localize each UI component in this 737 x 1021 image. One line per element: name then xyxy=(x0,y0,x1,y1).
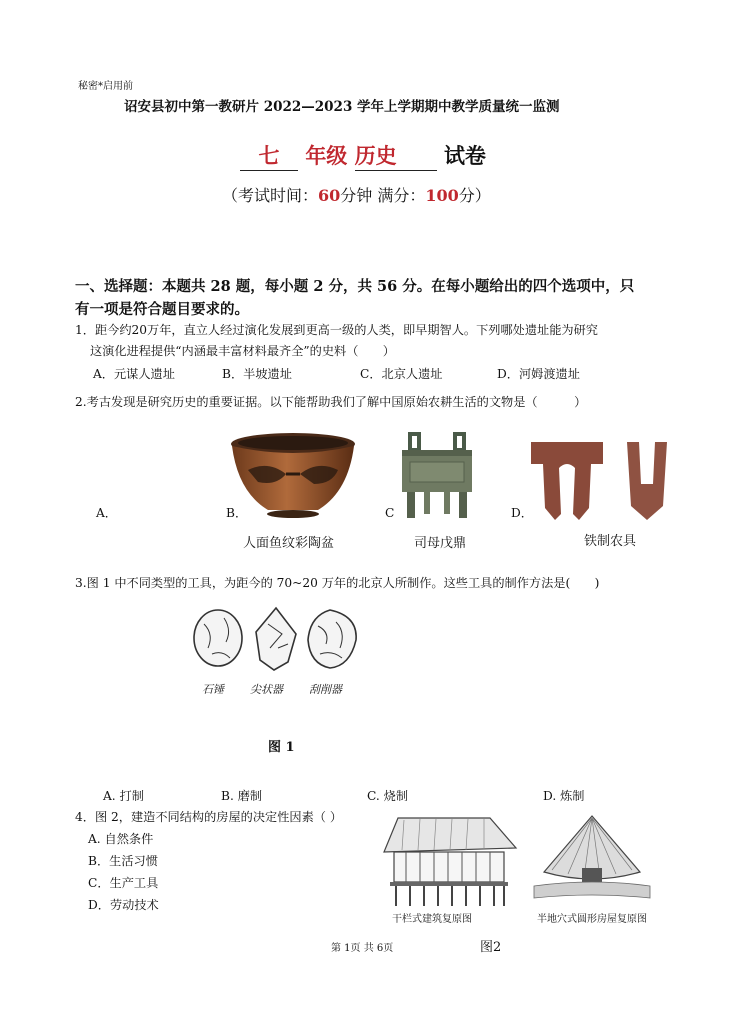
q1-stem-line1: 1．距今约20万年，直立人经过演化发展到更高一级的人类，即早期智人。下列哪处遗址能为研究 xyxy=(75,323,598,337)
bronze-ding-image xyxy=(398,430,476,522)
q1-option-c: C．北京人遗址 xyxy=(360,367,443,381)
q2-label-d: D． xyxy=(511,506,533,520)
q3-option-a: A. 打制 xyxy=(103,789,144,803)
iron-tools-image xyxy=(527,434,687,522)
stilt-house-image xyxy=(380,812,520,908)
q4-caption-stilt: 干栏式建筑复原图 xyxy=(392,914,472,925)
page-number: 第 1页 共 6页 xyxy=(331,943,394,954)
q3-option-b: B. 磨制 xyxy=(221,789,263,803)
figure1-label: 图 1 xyxy=(268,740,295,755)
section-title-line2: 有一项是符合题目要求的。 xyxy=(75,301,249,318)
tool-label-pointed: 尖状器 xyxy=(250,683,283,696)
tool-label-hammer: 石锤 xyxy=(202,683,224,696)
q1-stem-line2: 这演化进程提供“内涵最丰富材料最齐全”的史料（ ） xyxy=(90,344,395,358)
time-unit: 分钟 满分： xyxy=(340,186,426,205)
exam-title: 诏安县初中第一教研片 2022—2023 学年上学期期中教学质量统一监测 xyxy=(124,99,560,115)
q1-option-b: B．半坡遗址 xyxy=(222,367,292,381)
q4-caption-round: 半地穴式圆形房屋复原图 xyxy=(537,914,647,925)
q2-label-b: B． xyxy=(226,506,248,520)
paper-title xyxy=(240,140,486,171)
score-value: 100 xyxy=(425,186,459,205)
q2-caption-d: 铁制农具 xyxy=(584,534,637,549)
q4-option-c: C．生产工具 xyxy=(88,876,159,890)
secret-label: 秘密*启用前 xyxy=(78,81,133,92)
q2-caption-c: 司母戊鼎 xyxy=(414,536,467,551)
q4-option-a: A. 自然条件 xyxy=(88,832,154,846)
section-title-line1: 一、选择题：本题共 28 题，每小题 2 分，共 56 分。在每小题给出的四个选项中，只 xyxy=(75,278,635,295)
q3-option-d: D. 炼制 xyxy=(543,789,585,803)
stone-tools-image xyxy=(190,604,365,674)
q2-caption-b: 人面鱼纹彩陶盆 xyxy=(243,536,335,551)
q4-stem: 4．图 2，建造不同结构的房屋的决定性因素（ ） xyxy=(75,810,343,824)
figure2-label: 图2 xyxy=(480,940,502,955)
time-prefix: （考试时间： xyxy=(222,186,319,205)
grade-value: 七 xyxy=(240,140,298,171)
q3-stem: 3.图 1 中不同类型的工具，为距今的 70~20 万年的北京人所制作。这些工具的制作方法是( ) xyxy=(75,576,600,590)
subject-value: 历史 xyxy=(355,140,437,171)
exam-info xyxy=(222,183,491,206)
q2-stem: 2.考古发现是研究历史的重要证据。以下能帮助我们了解中国原始农耕生活的文物是（ ） xyxy=(75,395,587,409)
q4-option-b: B．生活习惯 xyxy=(88,854,158,868)
q1-option-d: D．河姆渡遗址 xyxy=(497,367,580,381)
paper-label: 试卷 xyxy=(443,143,486,168)
pottery-basin-image xyxy=(228,430,358,522)
grade-label: 年级 xyxy=(305,143,348,168)
q2-label-a: A． xyxy=(96,506,117,520)
round-house-image xyxy=(530,812,654,908)
q4-option-d: D．劳动技术 xyxy=(88,898,159,912)
q2-label-c: C xyxy=(385,506,395,520)
score-unit: 分） xyxy=(458,186,491,205)
q3-option-c: C. 烧制 xyxy=(367,789,409,803)
tool-label-scraper: 刮削器 xyxy=(309,683,342,696)
q1-option-a: A．元谋人遗址 xyxy=(93,367,175,381)
time-value: 60 xyxy=(318,186,341,205)
